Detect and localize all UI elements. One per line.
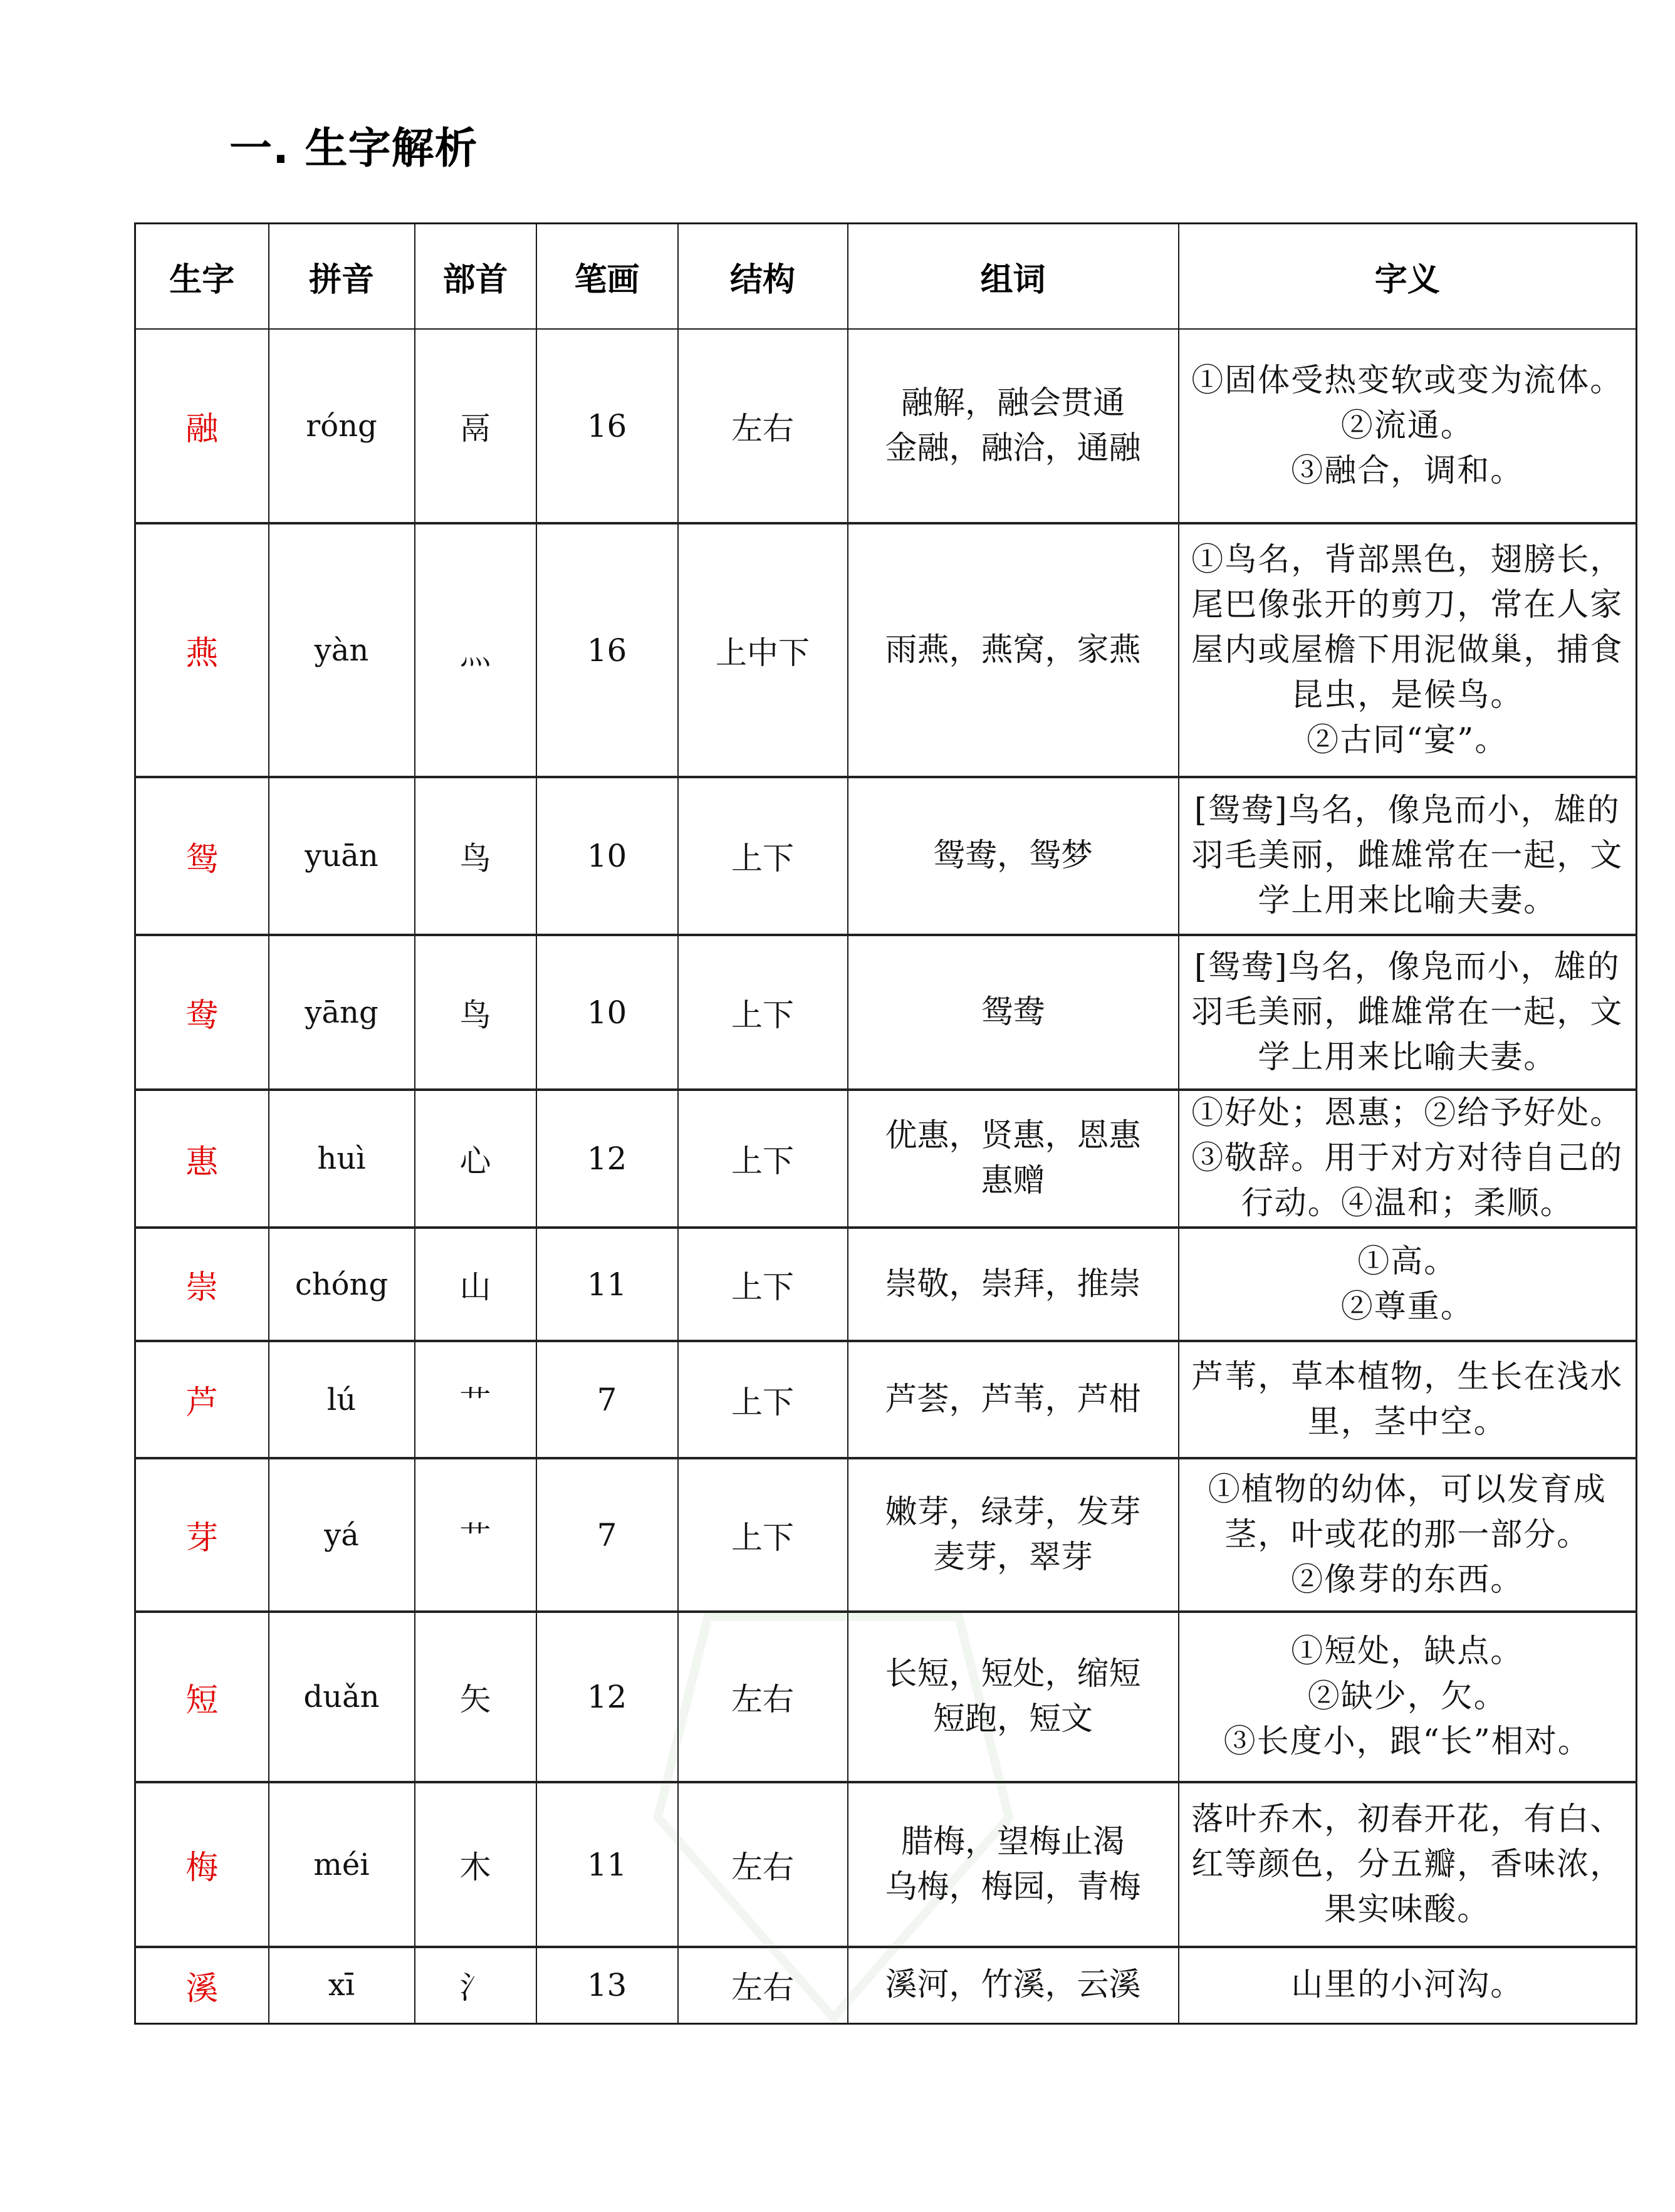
- character-analysis-table: [134, 222, 1637, 2025]
- word-group-line: 短跑，短文: [932, 1701, 1093, 1738]
- cell-structure: 上中下: [678, 523, 848, 777]
- meaning-line: 落叶乔木，初春开花，有白、红等颜色，分五瓣，香味浓，果实味酸。: [1191, 1800, 1624, 1928]
- cell-strokes: 16: [536, 329, 678, 523]
- meaning-line: ②缺少，欠。: [1307, 1678, 1507, 1715]
- table-row: [135, 329, 1637, 523]
- cell-structure: 左右: [678, 1612, 848, 1782]
- cell-meaning: [1179, 329, 1637, 523]
- cell-meaning: [1179, 1090, 1637, 1228]
- cell-char: 融: [135, 329, 269, 523]
- word-group-line: 麦芽，翠芽: [932, 1538, 1093, 1576]
- meaning-line: ②流通。: [1340, 407, 1474, 444]
- cell-structure: 上下: [678, 935, 848, 1090]
- cell-pinyin: róng: [269, 329, 415, 523]
- cell-char: 梅: [135, 1782, 269, 1947]
- cell-char: 崇: [135, 1228, 269, 1341]
- cell-structure: 左右: [678, 329, 848, 523]
- cell-pinyin: chóng: [269, 1228, 415, 1341]
- table-row: [135, 1947, 1637, 2023]
- cell-radical: 心: [415, 1090, 536, 1228]
- cell-radical: 鸟: [415, 935, 536, 1090]
- word-group-line: 鸳鸯: [981, 993, 1045, 1031]
- meaning-line: [鸳鸯]鸟名，像凫而小，雄的羽毛美丽，雌雄常在一起，文学上用来比喻夫妻。: [1191, 792, 1624, 919]
- cell-meaning: [1179, 1612, 1637, 1782]
- cell-meaning: [1179, 935, 1637, 1090]
- table-header-row: [135, 224, 1637, 330]
- meaning-line: ①高。: [1357, 1243, 1458, 1280]
- cell-radical: 艹: [415, 1341, 536, 1458]
- word-group-line: 乌梅，梅园，青梅: [885, 1868, 1141, 1906]
- cell-radical: 氵: [415, 1947, 536, 2023]
- cell-pinyin: yuān: [269, 777, 415, 935]
- cell-words: [848, 523, 1179, 777]
- table-row: [135, 1782, 1637, 1947]
- cell-words: [848, 1458, 1179, 1612]
- cell-structure: 上下: [678, 1341, 848, 1458]
- meaning-line: 山里的小河沟。: [1291, 1966, 1524, 2004]
- cell-strokes: 10: [536, 777, 678, 935]
- word-group-line: 嫩芽，绿芽，发芽: [885, 1493, 1141, 1531]
- cell-char: 惠: [135, 1090, 269, 1228]
- table-row: [135, 1228, 1637, 1341]
- header-words: 组词: [848, 224, 1179, 330]
- cell-strokes: 13: [536, 1947, 678, 2023]
- cell-structure: 左右: [678, 1947, 848, 2023]
- table-row: [135, 935, 1637, 1090]
- cell-words: [848, 1341, 1179, 1458]
- word-group-line: 溪河，竹溪，云溪: [885, 1966, 1141, 2004]
- meaning-line: 芦苇，草本植物，生长在浅水里，茎中空。: [1191, 1358, 1624, 1441]
- cell-char: 芽: [135, 1458, 269, 1612]
- table-row: [135, 523, 1637, 777]
- cell-words: [848, 777, 1179, 935]
- cell-strokes: 11: [536, 1228, 678, 1341]
- word-group-line: 腊梅，望梅止渴: [900, 1823, 1125, 1860]
- cell-words: [848, 1090, 1179, 1228]
- cell-radical: 灬: [415, 523, 536, 777]
- header-char: 生字: [135, 224, 269, 330]
- cell-strokes: 12: [536, 1090, 678, 1228]
- cell-radical: 鸟: [415, 777, 536, 935]
- cell-radical: 矢: [415, 1612, 536, 1782]
- cell-structure: 上下: [678, 1228, 848, 1341]
- meaning-line: ①固体受热变软或变为流体。: [1191, 362, 1624, 399]
- cell-meaning: [1179, 523, 1637, 777]
- cell-pinyin: yá: [269, 1458, 415, 1612]
- meaning-line: ①植物的幼体，可以发育成茎，叶或花的那一部分。: [1208, 1471, 1607, 1553]
- table-row: [135, 1341, 1637, 1458]
- header-radical: 部首: [415, 224, 536, 330]
- meaning-line: ③融合，调和。: [1291, 452, 1524, 489]
- cell-words: [848, 1782, 1179, 1947]
- table-row: [135, 1458, 1637, 1612]
- meaning-line: ③长度小，跟“长”相对。: [1223, 1723, 1591, 1760]
- cell-strokes: 11: [536, 1782, 678, 1947]
- cell-pinyin: yāng: [269, 935, 415, 1090]
- word-group-line: 芦荟，芦苇，芦柑: [885, 1380, 1141, 1418]
- cell-structure: 上下: [678, 1458, 848, 1612]
- cell-structure: 上下: [678, 1090, 848, 1228]
- cell-char: 燕: [135, 523, 269, 777]
- word-group-line: 崇敬，崇拜，推崇: [885, 1265, 1141, 1303]
- meaning-line: ①短处，缺点。: [1291, 1633, 1524, 1670]
- word-group-line: 优惠，贤惠，恩惠: [885, 1117, 1141, 1154]
- meaning-line: ②尊重。: [1340, 1288, 1474, 1325]
- header-meaning: 字义: [1179, 224, 1637, 330]
- cell-pinyin: yàn: [269, 523, 415, 777]
- table-row: [135, 777, 1637, 935]
- cell-char: 短: [135, 1612, 269, 1782]
- word-group-line: 雨燕，燕窝，家燕: [885, 631, 1141, 669]
- cell-radical: 木: [415, 1782, 536, 1947]
- cell-meaning: [1179, 1782, 1637, 1947]
- cell-meaning: [1179, 1341, 1637, 1458]
- cell-words: [848, 1228, 1179, 1341]
- cell-radical: 艹: [415, 1458, 536, 1612]
- meaning-line: ②古同“宴”。: [1307, 721, 1508, 759]
- cell-pinyin: méi: [269, 1782, 415, 1947]
- section-title: 一. 生字解析: [229, 124, 478, 174]
- word-group-line: 鸳鸯，鸳梦: [932, 837, 1093, 874]
- table-body: [135, 329, 1637, 2023]
- cell-char: 鸳: [135, 777, 269, 935]
- cell-char: 芦: [135, 1341, 269, 1458]
- cell-structure: 上下: [678, 777, 848, 935]
- header-structure: 结构: [678, 224, 848, 330]
- meaning-line: ①好处；恩惠；②给予好处。③敬辞。用于对方对待自己的行动。④温和；柔顺。: [1191, 1095, 1624, 1222]
- cell-meaning: [1179, 1228, 1637, 1341]
- cell-strokes: 12: [536, 1612, 678, 1782]
- table-row: [135, 1612, 1637, 1782]
- meaning-line: [鸳鸯]鸟名，像凫而小，雄的羽毛美丽，雌雄常在一起，文学上用来比喻夫妻。: [1191, 948, 1624, 1076]
- word-group-line: 惠赠: [981, 1162, 1045, 1199]
- cell-pinyin: huì: [269, 1090, 415, 1228]
- cell-strokes: 10: [536, 935, 678, 1090]
- meaning-line: ②像芽的东西。: [1291, 1561, 1524, 1599]
- cell-meaning: [1179, 777, 1637, 935]
- cell-radical: 山: [415, 1228, 536, 1341]
- cell-radical: 鬲: [415, 329, 536, 523]
- cell-strokes: 16: [536, 523, 678, 777]
- cell-meaning: [1179, 1458, 1637, 1612]
- cell-words: [848, 329, 1179, 523]
- cell-pinyin: lú: [269, 1341, 415, 1458]
- word-group-line: 融解，融会贯通: [900, 384, 1125, 422]
- word-group-line: 金融，融洽，通融: [885, 429, 1141, 467]
- cell-words: [848, 935, 1179, 1090]
- cell-char: 鸯: [135, 935, 269, 1090]
- cell-strokes: 7: [536, 1458, 678, 1612]
- word-group-line: 长短，短处，缩短: [885, 1656, 1141, 1693]
- cell-structure: 左右: [678, 1782, 848, 1947]
- cell-words: [848, 1947, 1179, 2023]
- cell-words: [848, 1612, 1179, 1782]
- cell-pinyin: duǎn: [269, 1612, 415, 1782]
- meaning-line: ①鸟名，背部黑色，翅膀长，尾巴像张开的剪刀，常在人家屋内或屋檐下用泥做巢，捕食昆虫，是候鸟。: [1191, 541, 1624, 714]
- header-pinyin: 拼音: [269, 224, 415, 330]
- header-strokes: 笔画: [536, 224, 678, 330]
- table-row: [135, 1090, 1637, 1228]
- cell-char: 溪: [135, 1947, 269, 2023]
- cell-meaning: [1179, 1947, 1637, 2023]
- cell-strokes: 7: [536, 1341, 678, 1458]
- cell-pinyin: xī: [269, 1947, 415, 2023]
